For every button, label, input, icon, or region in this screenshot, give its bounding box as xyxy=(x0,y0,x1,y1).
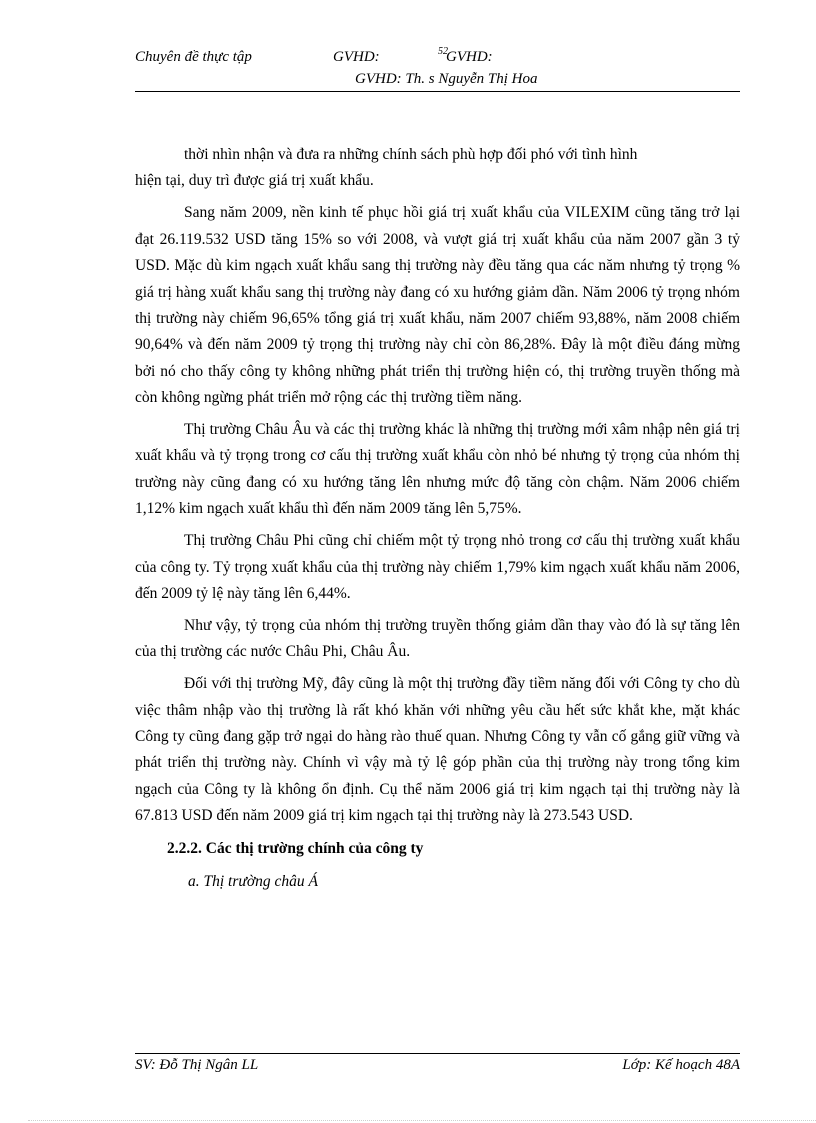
paragraph-europe-markets: Thị trường Châu Âu và các thị trường khác là những thị trường mới xâm nhập nên giá trị xuất khẩu và tỷ trọng trong cơ cấu thị trường xuất khẩu còn nhỏ bé nhưng tỷ trọng của nhóm thị trường này cũng đang có xu hướng tăng lên nhưng mức độ tăng còn chậm. Năm 2006 chiếm 1,12% kim ngạch xuất khẩu thì đến năm 2009 tăng lên 5,75%. xyxy=(135,421,740,518)
document-body xyxy=(135,142,740,895)
paragraph-africa-market: Thị trường Châu Phi cũng chỉ chiếm một tỷ trọng nhỏ trong cơ cấu thị trường xuất khẩu của công ty. Tỷ trọng xuất khẩu của thị trường này chiếm 1,79% kim ngạch xuất khẩu năm 2006, đến 2009 tỷ lệ này tăng lên 6,44%. xyxy=(135,532,740,602)
section-heading: 2.2.2. Các thị trường chính của công ty xyxy=(167,839,424,857)
paragraph-continued-line1: thời nhìn nhận và đưa ra những chính sách phù hợp đối phó với tình hình xyxy=(184,146,638,163)
advisor-name: GVHD: Th. s Nguyễn Thị Hoa xyxy=(355,71,538,87)
advisor-label: GVHD: xyxy=(333,49,380,65)
paragraph-continued-line2: hiện tại, duy trì được giá trị xuất khẩu. xyxy=(135,172,374,190)
paragraph-us-market: Đối với thị trường Mỹ, đây cũng là một thị trường đầy tiềm năng đối với Công ty cho dù việc thâm nhập vào thị trường là rất khó khăn với những yêu cầu hết sức khắt khe, mặt khác Công ty cũng đang gặp trở ngại do hàng rào thuế quan. Nhưng Công ty vẫn cố gắng giữ vững và phát triển thị trường này. Chính vì vậy mà tỷ lệ góp phần của thị trường này trong tổng kim ngạch của Công ty là không ổn định. Cụ thể năm 2006 giá trị kim ngạch tại thị trường này là 67.813 USD đến năm 2009 giá trị kim ngạch tại thị trường này là 273.543 USD. xyxy=(135,675,740,825)
paragraph-2009-recovery: Sang năm 2009, nền kinh tế phục hồi giá trị xuất khẩu của VILEXIM cũng tăng trở lại đạt 26.119.532 USD tăng 15% so với 2008, và vượt giá trị xuất khẩu của năm 2007 gần 3 tỷ USD. Mặc dù kim ngạch xuất khẩu sang thị trường này đều tăng qua các năm nhưng tỷ trọng % giá trị hàng xuất khẩu sang thị trường này đang có xu hướng giảm dần. Năm 2006 tỷ trọng nhóm thị trường này chiếm 96,65% tổng giá trị xuất khẩu, năm 2007 chiếm 93,88%, năm 2008 chiếm 90,64% và đến năm 2009 tỷ trọng thị trường này chỉ còn 86,28%. Đây là một điều đáng mừng bởi nó cho thấy công ty không những phát triển thị trường hiện có, thị trường truyền thống mà còn không ngừng phát triển mở rộng các thị trường tiềm năng. xyxy=(135,204,740,407)
paragraph-summary: Như vậy, tỷ trọng của nhóm thị trường truyền thống giảm dần thay vào đó là sự tăng lên của thị trường các nước Châu Phi, Châu Âu. xyxy=(135,616,740,661)
footer-divider xyxy=(135,1053,740,1054)
class-name: Lớp: Kế hoạch 48A xyxy=(622,1057,740,1073)
page-number: 52 xyxy=(438,46,448,57)
document-title: Chuyên đề thực tập xyxy=(135,49,252,65)
header-divider xyxy=(135,91,740,92)
subsection-heading: a. Thị trường châu Á xyxy=(188,873,318,891)
page-bottom-edge xyxy=(28,1120,816,1121)
student-name: SV: Đỗ Thị Ngân LL xyxy=(135,1057,259,1073)
advisor-label-repeat: GVHD: xyxy=(446,49,493,65)
